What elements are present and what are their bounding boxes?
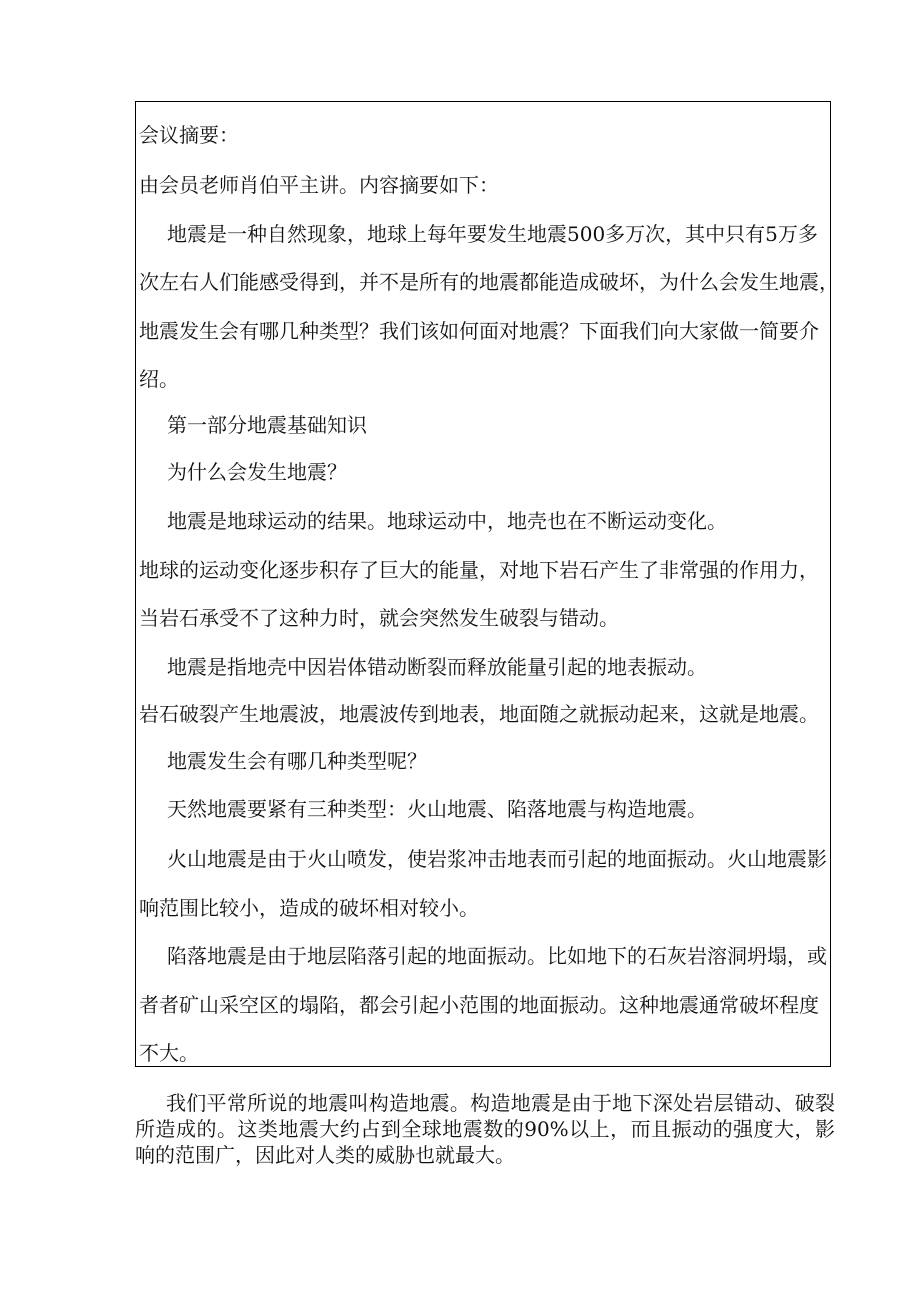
summary-line: 天然地震要紧有三种类型：火山地震、陷落地震与构造地震。	[167, 797, 707, 821]
summary-line: 陷落地震是由于地层陷落引起的地面振动。比如地下的石灰岩溶洞坍塌，或	[167, 944, 827, 968]
summary-line: 者者矿山采空区的塌陷，都会引起小范围的地面振动。这种地震通常破坏程度	[139, 993, 819, 1017]
summary-line: 响范围比较小，造成的破坏相对较小。	[139, 896, 479, 920]
summary-lead: 由会员老师肖伯平主讲。内容摘要如下：	[139, 173, 499, 197]
summary-line: 地球的运动变化逐步积存了巨大的能量，对地下岩石产生了非常强的作用力，	[139, 558, 819, 582]
summary-line: 岩石破裂产生地震波，地震波传到地表，地面随之就振动起来，这就是地震。	[139, 702, 819, 726]
summary-line: 地震是指地壳中因岩体错动断裂而释放能量引起的地表振动。	[167, 655, 707, 679]
question-heading: 为什么会发生地震？	[167, 460, 347, 484]
summary-line: 次左右人们能感受得到，并不是所有的地震都能造成破坏，为什么会发生地震，	[139, 270, 839, 294]
summary-heading: 会议摘要：	[139, 123, 239, 147]
section-title: 第一部分地震基础知识	[167, 413, 367, 437]
summary-line: 地震是地球运动的结果。地球运动中，地壳也在不断运动变化。	[167, 509, 727, 533]
summary-line: 地震是一种自然现象，地球上每年要发生地震500多万次，其中只有5万多	[167, 222, 818, 246]
summary-line: 不大。	[139, 1041, 199, 1065]
summary-line: 当岩石承受不了这种力时，就会突然发生破裂与错动。	[139, 606, 619, 630]
tectonic-earthquake-paragraph-block	[135, 1090, 835, 1168]
summary-line: 绍。	[139, 367, 179, 391]
summary-line: 火山地震是由于火山喷发，使岩浆冲击地表而引起的地面振动。火山地震影	[167, 847, 827, 871]
summary-line: 地震发生会有哪几种类型？我们该如何面对地震？下面我们向大家做一简要介	[139, 319, 819, 343]
question-heading: 地震发生会有哪几种类型呢？	[167, 749, 427, 773]
meeting-summary-box	[135, 101, 839, 1067]
tectonic-earthquake-paragraph: 我们平常所说的地震叫构造地震。构造地震是由于地下深处岩层错动、破裂所造成的。这类地震大约占到全球地震数的90%以上，而且振动的强度大，影响的范围广，因此对人类的威胁也就最大。	[135, 1091, 835, 1167]
